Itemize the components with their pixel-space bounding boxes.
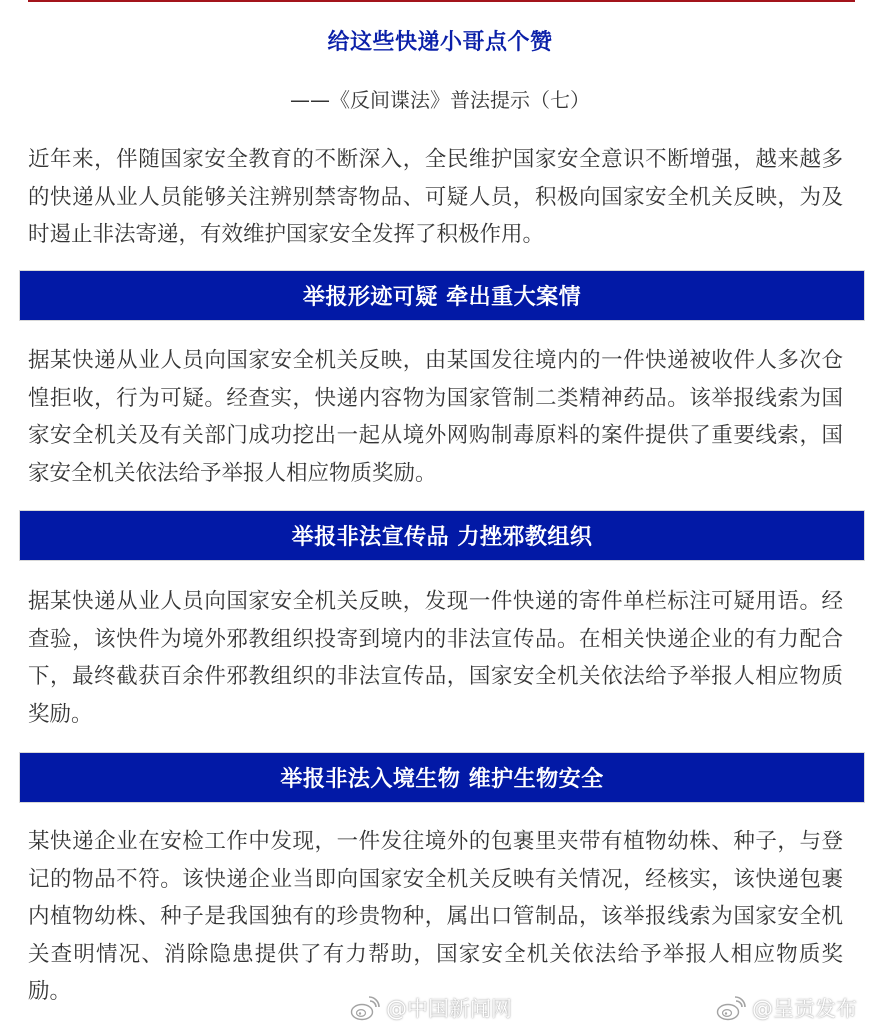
article-subtitle: ——《反间谍法》普法提示（七） — [290, 88, 590, 112]
watermark-chinanews — [350, 993, 512, 1023]
top-red-rule — [28, 0, 855, 2]
watermark-chenggong — [716, 993, 857, 1023]
section-body-2: 据某快递从业人员向国家安全机关反映，发现一件快递的寄件单栏标注可疑用语。经查验，该快件为境外邪教组织投寄到境内的非法宣传品。在相关快递企业的有力配合下，最终截获百余件邪教组织的非法宣传品，国家安全机关依法给予举报人相应物质奖励。 — [28, 589, 843, 727]
section-body-3: 某快递企业在安检工作中发现，一件发往境外的包裹里夹带有植物幼株、种子，与登记的物品不符。该快递企业当即向国家安全机关反映有关情况，经核实，该快递包裹内植物幼株、种子是我国独有的珍贵物种，属出口管制品，该举报线索为国家安全机关查明情况、消除隐患提供了有力帮助，国家安全机关依法给予举报人相应物质奖励。 — [28, 829, 843, 1004]
intro-paragraph: 近年来，伴随国家安全教育的不断深入，全民维护国家安全意识不断增强，越来越多的快递从业人员能够关注辨别禁寄物品、可疑人员，积极向国家安全机关反映，为及时遏止非法寄递，有效维护国家安全发挥了积极作用。 — [28, 147, 843, 247]
watermark-text: @中国新闻网 — [386, 997, 512, 1021]
weibo-icon — [350, 995, 380, 1021]
section-body-1: 据某快递从业人员向国家安全机关反映，由某国发往境内的一件快递被收件人多次仓惶拒收，行为可疑。经查实，快递内容物为国家管制二类精神药品。该举报线索为国家安全机关及有关部门成功挖出一起从境外网购制毒原料的案件提供了重要线索，国家安全机关依法给予举报人相应物质奖励。 — [28, 348, 843, 486]
watermark-text: @呈贡发布 — [752, 997, 857, 1021]
section-heading-2: 举报非法宣传品 力挫邪教组织 — [19, 510, 865, 561]
section-heading-1: 举报形迹可疑 牵出重大案情 — [19, 270, 865, 321]
section-heading-3: 举报非法入境生物 维护生物安全 — [19, 752, 865, 803]
article-title: 给这些快递小哥点个赞 — [327, 30, 553, 55]
weibo-icon — [716, 995, 746, 1021]
